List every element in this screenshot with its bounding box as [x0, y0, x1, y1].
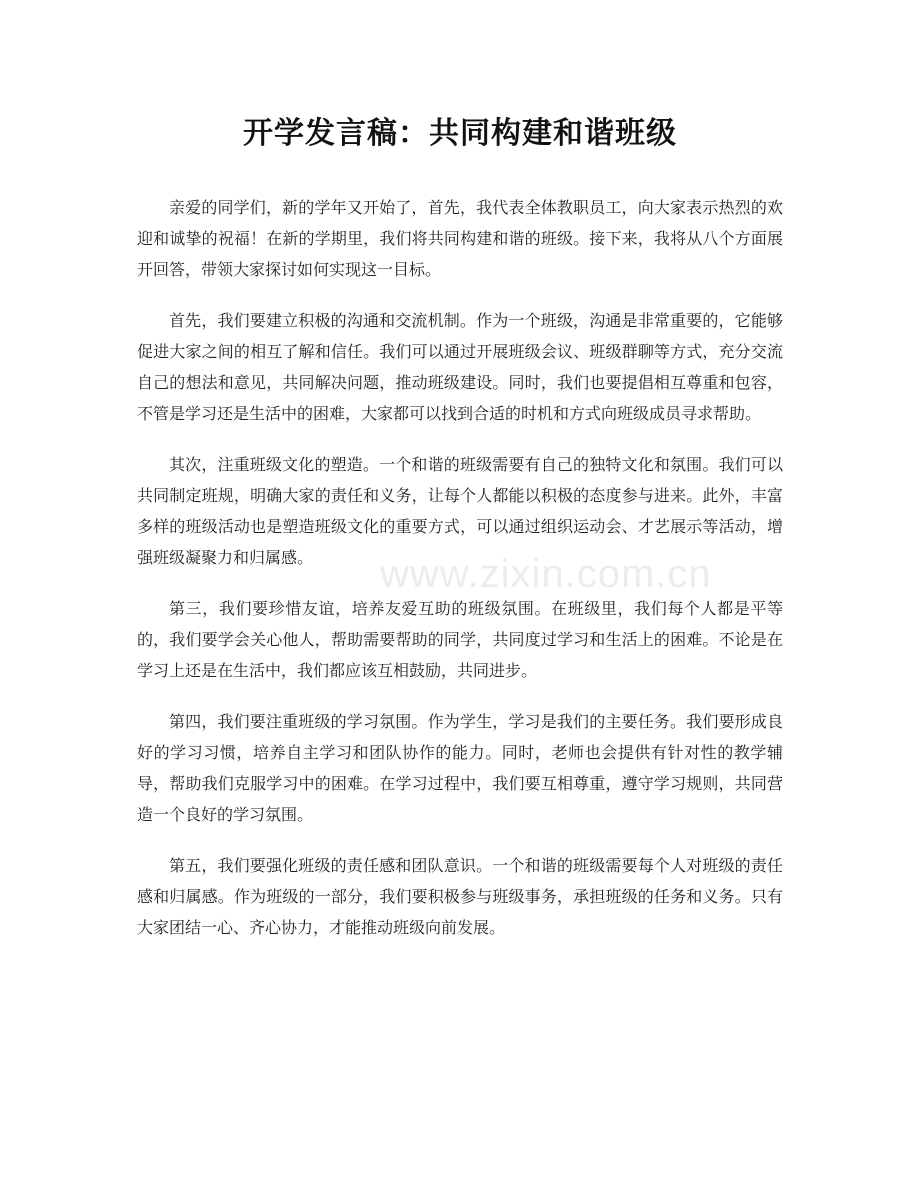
paragraph-communication: 首先，我们要建立积极的沟通和交流机制。作为一个班级，沟通是非常重要的，它能够促进大家之间的相互了解和信任。我们可以通过开展班级会议、班级群聊等方式，充分交流自己的想法和意见，共同解决问题，推动班级建设。同时，我们也要提倡相互尊重和包容，不管是学习还是生活中的困难，大家都可以找到合适的时机和方式向班级成员寻求帮助。	[137, 311, 783, 423]
paragraph-study-atmosphere: 第四，我们要注重班级的学习氛围。作为学生，学习是我们的主要任务。我们要形成良好的学习习惯，培养自主学习和团队协作的能力。同时，老师也会提供有针对性的教学辅导，帮助我们克服学习中的困难。在学习过程中，我们要互相尊重，遵守学习规则，共同营造一个良好的学习氛围。	[137, 712, 783, 824]
watermark: www.zixin.com.cn	[380, 552, 712, 596]
paragraph-friendship: 第三，我们要珍惜友谊，培养友爱互助的班级氛围。在班级里，我们每个人都是平等的，我们要学会关心他人，帮助需要帮助的同学，共同度过学习和生活上的困难。不论是在学习上还是在生活中，我们都应该互相鼓励，共同进步。	[137, 599, 783, 680]
document-title: 开学发言稿：共同构建和谐班级	[243, 116, 677, 151]
paragraph-culture: 其次，注重班级文化的塑造。一个和谐的班级需要有自己的独特文化和氛围。我们可以共同制定班规，明确大家的责任和义务，让每个人都能以积极的态度参与进来。此外，丰富多样的班级活动也是塑造班级文化的重要方式，可以通过组织运动会、才艺展示等活动，增强班级凝聚力和归属感。	[137, 455, 783, 567]
paragraph-greeting: 亲爱的同学们，新的学年又开始了，首先，我代表全体教职员工，向大家表示热烈的欢迎和诚挚的祝福！在新的学期里，我们将共同构建和谐的班级。接下来，我将从八个方面展开回答，带领大家探讨如何实现这一目标。	[137, 198, 783, 279]
paragraph-responsibility: 第五，我们要强化班级的责任感和团队意识。一个和谐的班级需要每个人对班级的责任感和归属感。作为班级的一部分，我们要积极参与班级事务，承担班级的任务和义务。只有大家团结一心、齐心协力，才能推动班级向前发展。	[137, 856, 783, 937]
